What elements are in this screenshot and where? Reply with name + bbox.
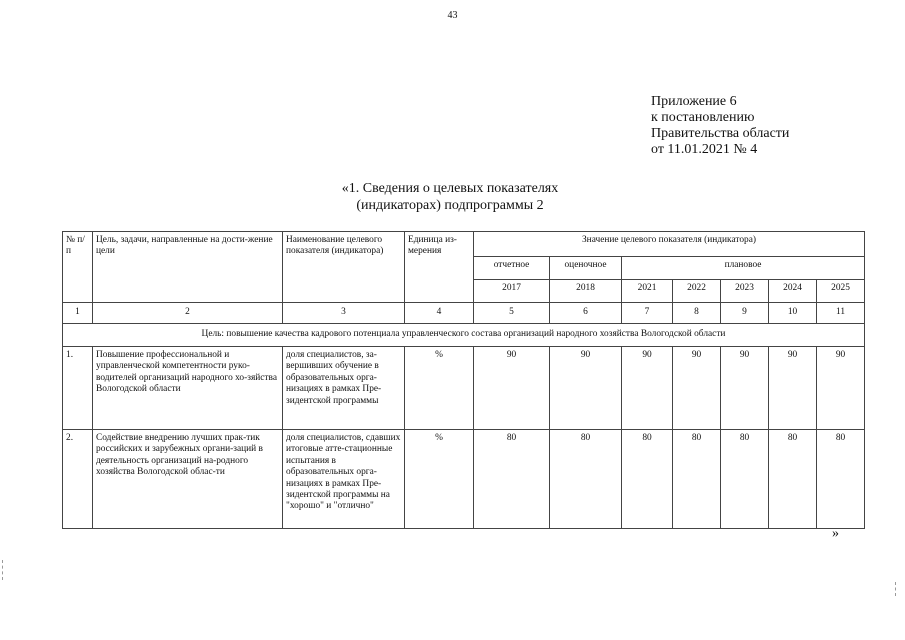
document-title xyxy=(300,180,600,214)
row-task: Повышение профессиональной и управленческой компетентности руко-водителей организаций народного хо-зяйства Вологодской области xyxy=(93,347,283,430)
column-number: 4 xyxy=(405,303,474,324)
row-indicator: доля специалистов, за-вершивших обучение в образовательных орга-низациях в рамках Пре-зидентской программы xyxy=(283,347,405,430)
row-indicator: доля специалистов, сдавших итоговые атте-стационные испытания в образовательных орга-низациях в рамках Пре-зидентской программы на "хорошо" и "отлично" xyxy=(283,430,405,529)
row-value: 80 xyxy=(769,430,817,529)
page-number: 43 xyxy=(447,10,458,21)
row-unit: % xyxy=(405,430,474,529)
column-number: 9 xyxy=(721,303,769,324)
row-unit: % xyxy=(405,347,474,430)
table-row xyxy=(63,347,865,430)
column-number: 7 xyxy=(622,303,673,324)
row-value: 90 xyxy=(721,347,769,430)
column-number: 1 xyxy=(63,303,93,324)
column-number-row xyxy=(63,303,865,324)
header-goal: Цель, задачи, направленные на дости-жение цели xyxy=(93,232,283,303)
row-value: 90 xyxy=(550,347,622,430)
appendix-line: Правительства области xyxy=(651,126,790,141)
row-value: 90 xyxy=(673,347,721,430)
row-value: 80 xyxy=(817,430,865,529)
table-body xyxy=(63,347,865,529)
table-row xyxy=(63,430,865,529)
header-reporting: отчетное xyxy=(474,257,550,280)
column-number: 10 xyxy=(769,303,817,324)
header-estimated: оценочное xyxy=(550,257,622,280)
column-number: 8 xyxy=(673,303,721,324)
title-line: (индикаторах) подпрограммы 2 xyxy=(356,198,544,213)
right-margin-mark xyxy=(895,582,901,596)
row-task: Содействие внедрению лучших прак-тик российских и зарубежных органи-заций в деятельность организаций на-родного хозяйства Вологодской облас-ти xyxy=(93,430,283,529)
appendix-block xyxy=(651,94,789,158)
indicators-table xyxy=(62,231,865,529)
appendix-line: к постановлению xyxy=(651,110,755,125)
header-year: 2023 xyxy=(721,280,769,303)
header-year: 2018 xyxy=(550,280,622,303)
header-planned: плановое xyxy=(622,257,865,280)
header-year: 2021 xyxy=(622,280,673,303)
header-year: 2025 xyxy=(817,280,865,303)
row-num: 1. xyxy=(63,347,93,430)
row-value: 90 xyxy=(817,347,865,430)
column-number: 6 xyxy=(550,303,622,324)
header-indicator: Наименование целевого показателя (индикатора) xyxy=(283,232,405,303)
row-value: 80 xyxy=(673,430,721,529)
column-number: 11 xyxy=(817,303,865,324)
row-value: 90 xyxy=(474,347,550,430)
row-value: 80 xyxy=(474,430,550,529)
header-year: 2024 xyxy=(769,280,817,303)
appendix-line: Приложение 6 xyxy=(651,94,737,109)
header-unit: Единица из-мерения xyxy=(405,232,474,303)
header-value-group: Значение целевого показателя (индикатора) xyxy=(474,232,865,257)
header-year: 2017 xyxy=(474,280,550,303)
column-number: 3 xyxy=(283,303,405,324)
row-value: 90 xyxy=(769,347,817,430)
left-margin-mark xyxy=(2,560,8,580)
row-value: 80 xyxy=(550,430,622,529)
row-value: 80 xyxy=(721,430,769,529)
row-value: 90 xyxy=(622,347,673,430)
goal-row: Цель: повышение качества кадрового потенциала управленческого состава организаций народного хозяйства Вологодской области xyxy=(63,324,865,347)
column-number: 2 xyxy=(93,303,283,324)
header-num: № п/п xyxy=(63,232,93,303)
closing-quote: » xyxy=(832,526,839,541)
column-number: 5 xyxy=(474,303,550,324)
title-line: «1. Сведения о целевых показателях xyxy=(341,181,559,196)
row-value: 80 xyxy=(622,430,673,529)
appendix-line: от 11.01.2021 № 4 xyxy=(651,142,758,157)
header-year: 2022 xyxy=(673,280,721,303)
row-num: 2. xyxy=(63,430,93,529)
